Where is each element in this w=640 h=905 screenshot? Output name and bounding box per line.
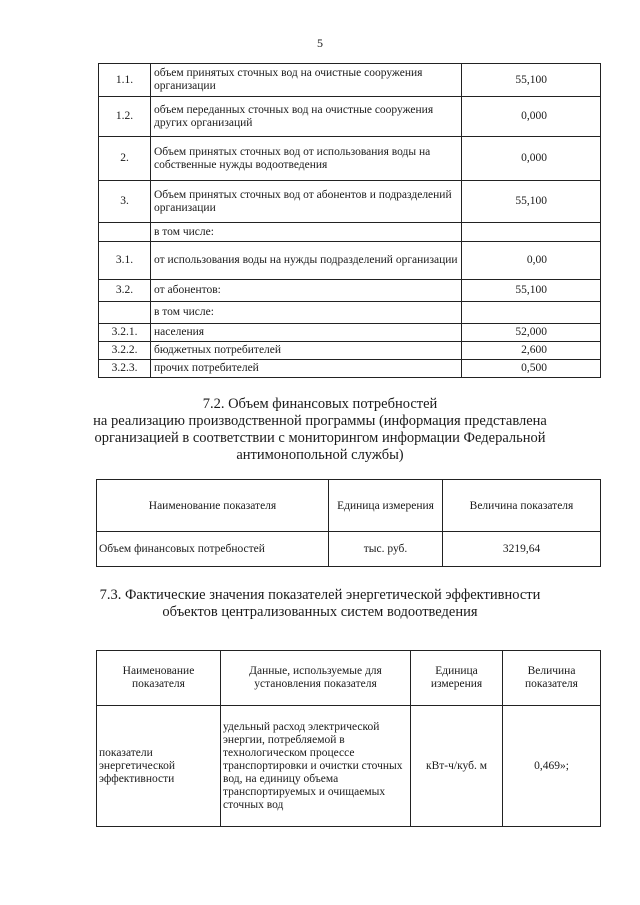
row-value: 0,000 (462, 97, 601, 137)
table-row (99, 360, 601, 378)
table-row (99, 223, 601, 242)
header-value: Величина показателя (443, 480, 601, 532)
row-value: 0,500 (462, 360, 601, 378)
row-value: 52,000 (462, 324, 601, 342)
row-number: 3.2. (99, 280, 151, 302)
indicator-unit: кВт-ч/куб. м (411, 706, 503, 827)
row-name: объем принятых сточных вод на очистные сооружения организации (151, 64, 462, 97)
row-name: в том числе: (151, 302, 462, 324)
row-name: от абонентов: (151, 280, 462, 302)
table-header-row (97, 480, 601, 532)
indicator-name: показатели энергетической эффективности (97, 706, 221, 827)
header-unit: Единица измерения (329, 480, 443, 532)
indicator-name: Объем финансовых потребностей (97, 532, 329, 567)
row-name: от использования воды на нужды подразделений организации (151, 242, 462, 280)
row-name: объем переданных сточных вод на очистные сооружения других организаций (151, 97, 462, 137)
table-row (99, 137, 601, 181)
energy-efficiency-table (96, 650, 601, 827)
row-number: 1.1. (99, 64, 151, 97)
table-row (99, 64, 601, 97)
indicator-value: 3219,64 (443, 532, 601, 567)
table-row (99, 302, 601, 324)
header-indicator-name: Наименование показателя (97, 651, 221, 706)
row-number: 3.2.2. (99, 342, 151, 360)
section-7-3-heading: 7.3. Фактические значения показателей энергетической эффективности объектов централизованных систем водоотведения (99, 587, 541, 620)
table-row (97, 706, 601, 827)
row-number (99, 223, 151, 242)
row-value: 0,000 (462, 137, 601, 181)
row-name: населения (151, 324, 462, 342)
section-7-2-title: 7.2. Объем финансовых потребностей (202, 396, 438, 412)
row-number: 3. (99, 181, 151, 223)
row-number: 2. (99, 137, 151, 181)
row-value (462, 302, 601, 324)
financial-needs-table (96, 479, 601, 567)
row-number: 1.2. (99, 97, 151, 137)
row-name: бюджетных потребителей (151, 342, 462, 360)
row-value: 55,100 (462, 64, 601, 97)
row-value: 0,00 (462, 242, 601, 280)
header-indicator-name: Наименование показателя (97, 480, 329, 532)
table-header-row (97, 651, 601, 706)
section-7-2-subtitle: на реализацию производственной программы (информация представлена организацией в соответствии с мониторингом информации Федеральной антимонопольной службы) (93, 413, 547, 463)
table-row (97, 532, 601, 567)
row-name: прочих потребителей (151, 360, 462, 378)
indicator-unit: тыс. руб. (329, 532, 443, 567)
table-row (99, 181, 601, 223)
row-name: в том числе: (151, 223, 462, 242)
indicator-data: удельный расход электрической энергии, потребляемой в технологическом процессе транспортировки и очистки сточных вод, на единицу объема транспортируемых и очищаемых сточных вод (221, 706, 411, 827)
row-value (462, 223, 601, 242)
section-7-2-heading (90, 396, 550, 464)
header-unit: Единица измерения (411, 651, 503, 706)
row-number: 3.2.3. (99, 360, 151, 378)
page-number: 5 (317, 36, 323, 50)
table-row (99, 280, 601, 302)
table-row (99, 242, 601, 280)
table-row (99, 342, 601, 360)
wastewater-volume-table (98, 63, 601, 378)
indicator-value: 0,469»; (503, 706, 601, 827)
row-number: 3.1. (99, 242, 151, 280)
row-name: Объем принятых сточных вод от использования воды на собственные нужды водоотведения (151, 137, 462, 181)
header-value: Величина показателя (503, 651, 601, 706)
row-number: 3.2.1. (99, 324, 151, 342)
row-name: Объем принятых сточных вод от абонентов и подразделений организации (151, 181, 462, 223)
table-row (99, 324, 601, 342)
table-row (99, 97, 601, 137)
row-value: 55,100 (462, 280, 601, 302)
header-data-used: Данные, используемые для установления показателя (221, 651, 411, 706)
row-value: 2,600 (462, 342, 601, 360)
row-value: 55,100 (462, 181, 601, 223)
row-number (99, 302, 151, 324)
